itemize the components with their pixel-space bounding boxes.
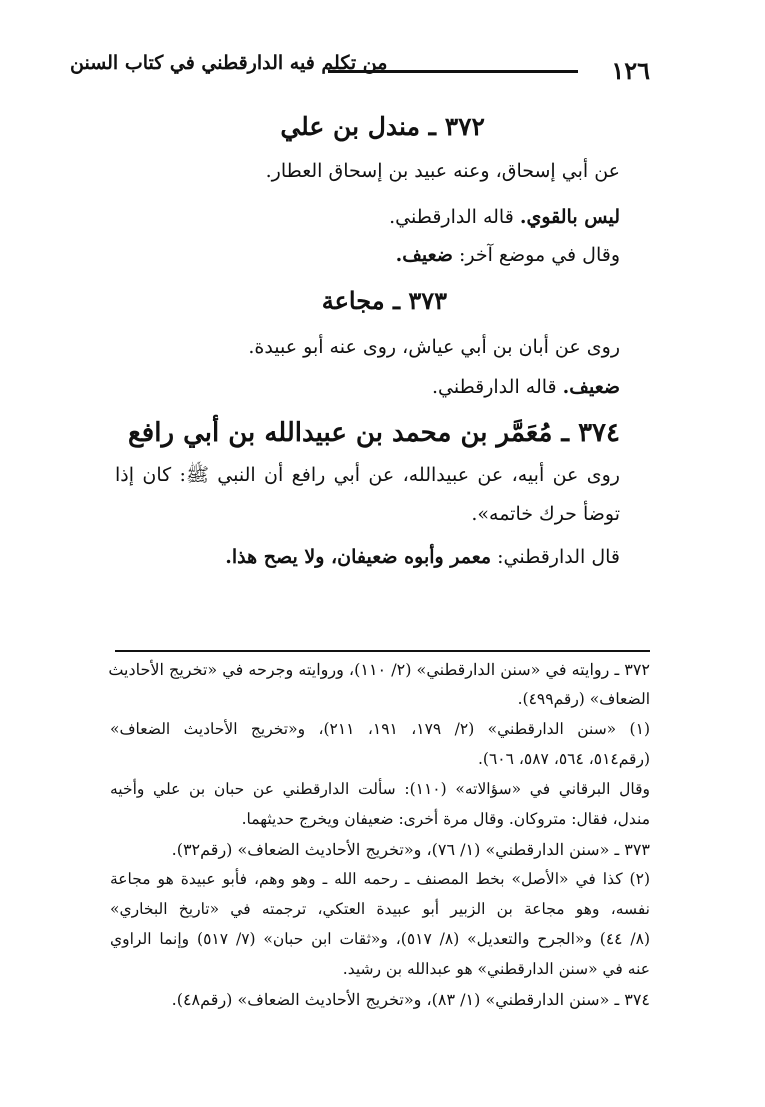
- entry-heading-372: ٣٧٢ ـ مندل بن علي: [280, 112, 485, 141]
- running-title: من تكلم فيه الدارقطني في كتاب السنن: [70, 52, 388, 74]
- entry-373-source: قاله الدارقطني.: [431, 376, 557, 398]
- entry-372-verdict: ليس بالقوي.: [519, 206, 620, 228]
- entry-374-verdict: معمر وأبوه ضعيفان، ولا يصح هذا.: [225, 546, 492, 568]
- footnote-line-2: الضعاف» (رقم٤٩٩).: [517, 690, 650, 708]
- footnote-line-3: (١) «سنن الدارقطني» (٢/ ١٧٩، ١٩١، ٢١١)، و«تخريج الأحاديث الضعاف»: [110, 720, 650, 738]
- entry-373-line-1: روى عن أبان بن أبي عياش، روى عنه أبو عبيدة.: [248, 336, 620, 358]
- footnote-line-11: عنه في «سنن الدارقطني» هو عبدالله بن رشيد.: [342, 960, 650, 978]
- entry-374-line-2: توضأ حرك خاتمه».: [471, 503, 620, 525]
- entry-heading-373: ٣٧٣ ـ مجاعة: [321, 286, 447, 315]
- footnote-line-12: ٣٧٤ ـ «سنن الدارقطني» (١/ ٨٣)، و«تخريج الأحاديث الضعاف» (رقم٤٨).: [171, 990, 650, 1009]
- footnote-line-8: (٢) كذا في «الأصل» بخط المصنف ـ رحمه الله ـ وهو وهم، فأبو عبيدة هو مجاعة: [110, 870, 650, 888]
- footnote-line-6: مندل، فقال: متروكان. وقال مرة أخرى: ضعيفان ويخرج حديثهما.: [241, 810, 650, 828]
- page-number: ١٢٦: [611, 56, 650, 85]
- entry-372-line-3: [115, 244, 620, 266]
- footnote-line-10: (٨/ ٤٤) و«الجرح والتعديل» (٨/ ٥١٧)، و«ثقات ابن حبان» (٧/ ٥١٧) وإنما الراوي: [110, 930, 651, 948]
- page-header: [70, 48, 650, 88]
- entry-374-line-3: [115, 546, 620, 568]
- footnote-separator: [115, 650, 650, 652]
- entry-373-verdict: ضعيف.: [562, 376, 620, 398]
- footnote-line-1: ٣٧٢ ـ روايته في «سنن الدارقطني» (٢/ ١١٠)، وروايته وجرحه في «تخريج الأحاديث: [108, 660, 650, 679]
- footnote-line-7: ٣٧٣ ـ «سنن الدارقطني» (١/ ٧٦)، و«تخريج الأحاديث الضعاف» (رقم٣٢).: [171, 840, 650, 859]
- entry-372-verdict-2: ضعيف.: [395, 244, 453, 266]
- entry-372-line-2: [115, 206, 620, 228]
- entry-374-line-1: روى عن أبيه، عن عبيدالله، عن أبي رافع أن النبي ﷺ: كان إذا: [115, 464, 620, 486]
- entry-374-said: قال الدارقطني:: [491, 546, 620, 568]
- entry-372-other-place: وقال في موضع آخر:: [452, 244, 620, 266]
- entry-373-line-2: [115, 376, 620, 398]
- footnote-line-9: نفسه، وهو مجاعة بن الزبير أبو عبيدة العتكي، ترجمته في «تاريخ البخاري»: [110, 900, 650, 918]
- footnote-line-4: (رقم٥١٤، ٥٦٤، ٥٨٧، ٦٠٦).: [478, 750, 650, 768]
- entry-372-line-1: عن أبي إسحاق، وعنه عبيد بن إسحاق العطار.: [265, 160, 620, 182]
- footnote-line-5: وقال البرقاني في «سؤالاته» (١١٠): سألت الدارقطني عن حبان بن علي وأخيه: [110, 780, 650, 798]
- entry-372-source: قاله الدارقطني.: [389, 206, 514, 228]
- entry-heading-374: ٣٧٤ ـ مُعَمَّر بن محمد بن عبيدالله بن أبي رافع: [127, 418, 620, 448]
